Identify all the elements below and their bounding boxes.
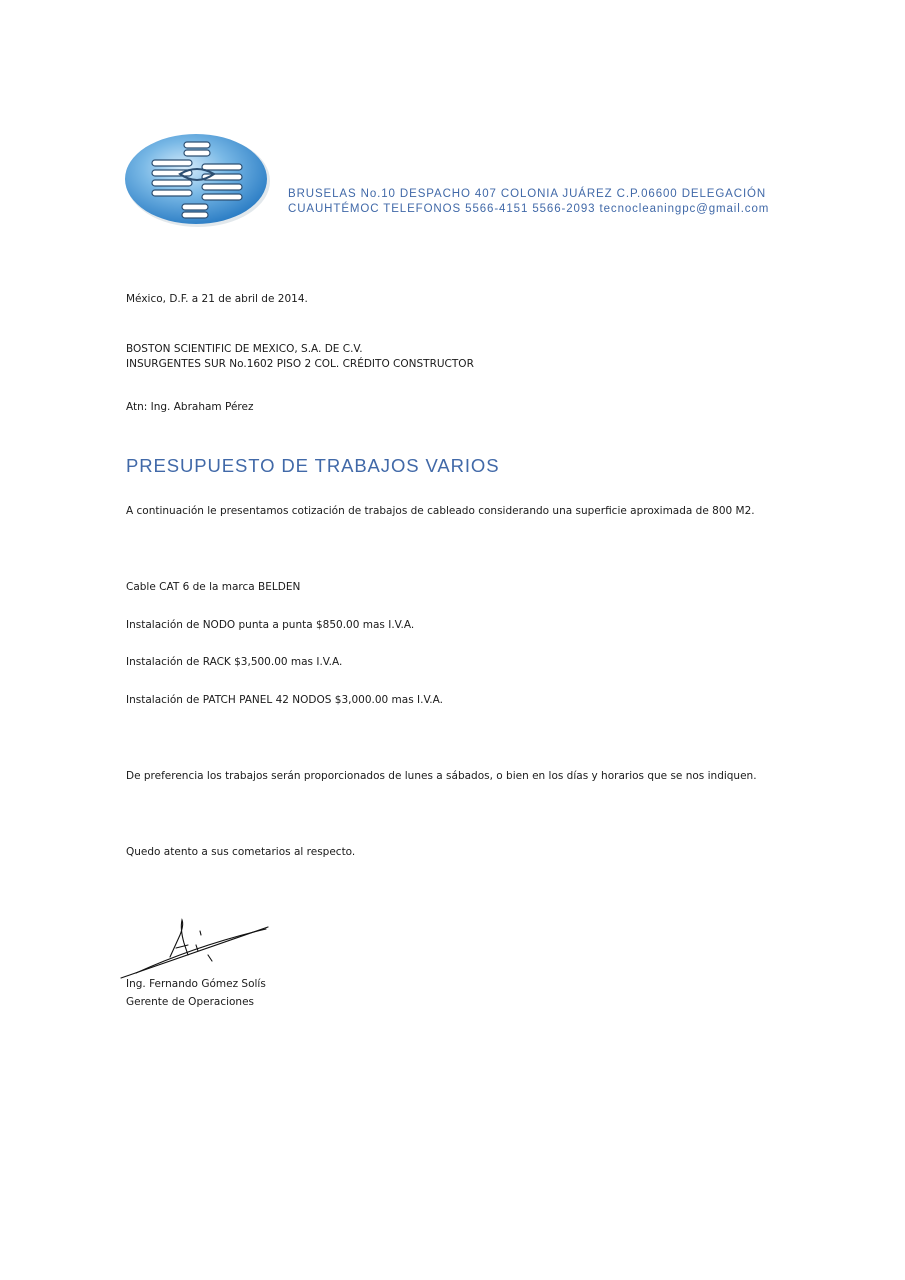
attention-line: Atn: Ing. Abraham Pérez: [126, 401, 254, 413]
date-line: México, D.F. a 21 de abril de 2014.: [126, 293, 308, 305]
closing-line: Quedo atento a sus cometarios al respecto.: [126, 846, 356, 858]
letterhead-address: [288, 187, 769, 217]
list-item: Instalación de NODO punta a punta $850.00 mas I.V.A.: [126, 619, 415, 631]
handwritten-signature: [118, 915, 273, 980]
intro-paragraph: A continuación le presentamos cotización de trabajos de cableado considerando una superficie aproximada de 800 M2.: [126, 505, 755, 517]
list-item: Instalación de PATCH PANEL 42 NODOS $3,000.00 mas I.V.A.: [126, 694, 443, 706]
recipient-address: INSURGENTES SUR No.1602 PISO 2 COL. CRÉDITO CONSTRUCTOR: [126, 358, 474, 370]
letterhead-line-1: BRUSELAS No.10 DESPACHO 407 COLONIA JUÁREZ C.P.06600 DELEGACIÓN: [288, 188, 767, 200]
schedule-note: De preferencia los trabajos serán proporcionados de lunes a sábados, o bien en los días y horarios que se nos indiquen.: [126, 770, 757, 782]
list-item: Cable CAT 6 de la marca BELDEN: [126, 581, 301, 593]
signer-position: Gerente de Operaciones: [126, 996, 255, 1008]
signer-name: Ing. Fernando Gómez Solís: [126, 978, 266, 990]
recipient-company: BOSTON SCIENTIFIC DE MEXICO, S.A. DE C.V.: [126, 343, 363, 355]
list-item: Instalación de RACK $3,500.00 mas I.V.A.: [126, 656, 343, 668]
company-logo: [122, 130, 272, 230]
document-title: PRESUPUESTO DE TRABAJOS VARIOS: [126, 455, 500, 476]
letterhead-line-2: CUAUHTÉMOC TELEFONOS 5566-4151 5566-2093 tecnocleaningpc@gmail.com: [288, 203, 770, 215]
